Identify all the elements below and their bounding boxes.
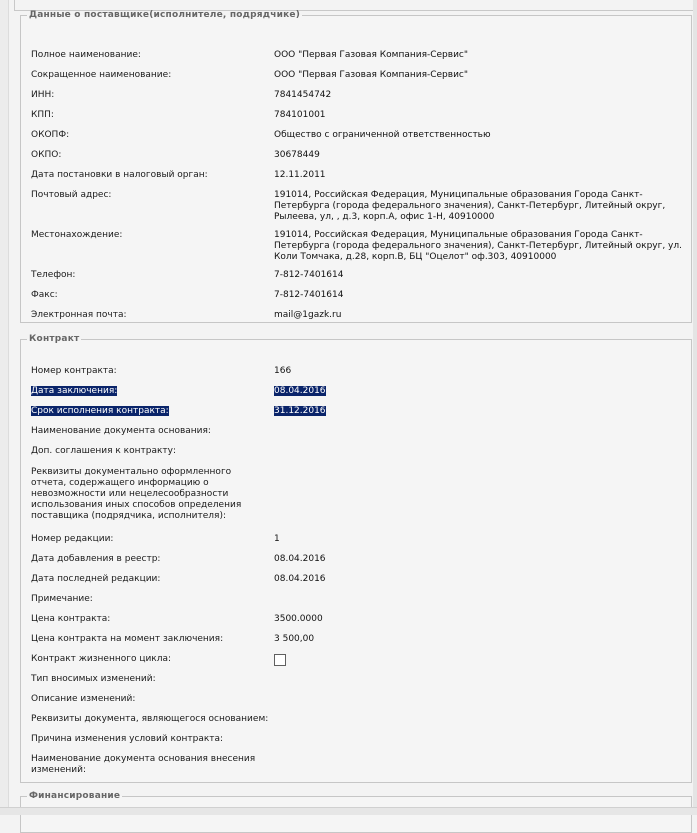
field-label: Описание изменений:	[31, 694, 136, 704]
field-value: 08.04.2016	[274, 554, 326, 564]
field-value: 3500.0000	[274, 614, 323, 624]
field-label: Номер контракта:	[31, 366, 117, 376]
field-value: 31.12.2016	[274, 406, 326, 416]
field-value: Общество с ограниченной ответственностью	[274, 130, 491, 140]
field-label: Дата постановки в налоговый орган:	[31, 170, 208, 180]
field-value: ООО "Первая Газовая Компания-Сервис"	[274, 50, 469, 60]
field-label: Тип вносимых изменений:	[31, 674, 156, 684]
field-value: 7-812-7401614	[274, 270, 344, 280]
field-label: Доп. соглашения к контракту:	[31, 446, 177, 456]
field-label: Причина изменения условий контракта:	[31, 734, 224, 744]
field-value: 7-812-7401614	[274, 290, 344, 300]
field-value: 191014, Российская Федерация, Муниципальные образования Города Санкт-Петербурга (города федерального значения), Санкт-Петербург, Литейный округ, ул. Коли Томчака, д.28, корп.В, БЦ "Оцелот" оф.303, 40910000	[274, 230, 683, 262]
supplier-section	[20, 10, 692, 323]
field-label: Дата добавления в реестр:	[31, 554, 161, 564]
field-value: 08.04.2016	[274, 386, 326, 396]
field-value[interactable]: mail@1gazk.ru	[274, 310, 342, 320]
supplier-section-title: Данные о поставщике(исполнителе, подрядчике)	[29, 10, 301, 20]
field-label: КПП:	[31, 110, 54, 120]
lifecycle-checkbox[interactable]	[274, 654, 286, 666]
field-label: Почтовый адрес:	[31, 190, 112, 200]
field-label: Контракт жизненного цикла:	[31, 654, 172, 664]
field-label: Примечание:	[31, 594, 93, 604]
field-value: 166	[274, 366, 292, 376]
field-label: Телефон:	[31, 270, 76, 280]
field-label: Срок исполнения контракта:	[31, 406, 169, 416]
field-label: Наименование документа основания:	[31, 426, 211, 436]
field-label: Сокращенное наименование:	[31, 70, 172, 80]
field-label: Наименование документа основания внесения изменений:	[31, 754, 256, 775]
field-label: ОКОПФ:	[31, 130, 70, 140]
field-label: ОКПО:	[31, 150, 62, 160]
field-label: Дата последней редакции:	[31, 574, 161, 584]
field-label: Местонахождение:	[31, 230, 123, 240]
field-value: 3 500,00	[274, 634, 315, 644]
field-label: ИНН:	[31, 90, 55, 100]
field-label: Цена контракта на момент заключения:	[31, 634, 224, 644]
field-label: Реквизиты документа, являющегося основанием:	[31, 714, 269, 724]
left-margin-strip	[0, 0, 9, 814]
field-value: 7841454742	[274, 90, 332, 100]
field-value: 784101001	[274, 110, 326, 120]
field-label: Реквизиты документально оформленного отчета, содержащего информацию о невозможности или нецелесообразности использования иных способов определения поставщика (подрядчика, исполнителя):	[31, 467, 242, 521]
contract-section	[20, 334, 692, 783]
financing-section-title: Финансирование	[29, 791, 121, 801]
field-label: Дата заключения:	[31, 386, 118, 396]
field-label: Факс:	[31, 290, 58, 300]
field-value: ООО "Первая Газовая Компания-Сервис"	[274, 70, 469, 80]
field-value: 1	[274, 534, 280, 544]
field-value: 08.04.2016	[274, 574, 326, 584]
field-value: 12.11.2011	[274, 170, 326, 180]
field-label: Полное наименование:	[31, 50, 141, 60]
field-value: 30678449	[274, 150, 320, 160]
contract-section-title: Контракт	[29, 334, 80, 344]
field-label: Цена контракта:	[31, 614, 111, 624]
field-value: 191014, Российская Федерация, Муниципальные образования Города Санкт-Петербурга (города федерального значения), Санкт-Петербург, Литейный округ, Рылеева, ул, , д.3, корп.А, офис 1-Н, 40910000	[274, 190, 666, 222]
field-label: Электронная почта:	[31, 310, 127, 320]
field-label: Номер редакции:	[31, 534, 114, 544]
